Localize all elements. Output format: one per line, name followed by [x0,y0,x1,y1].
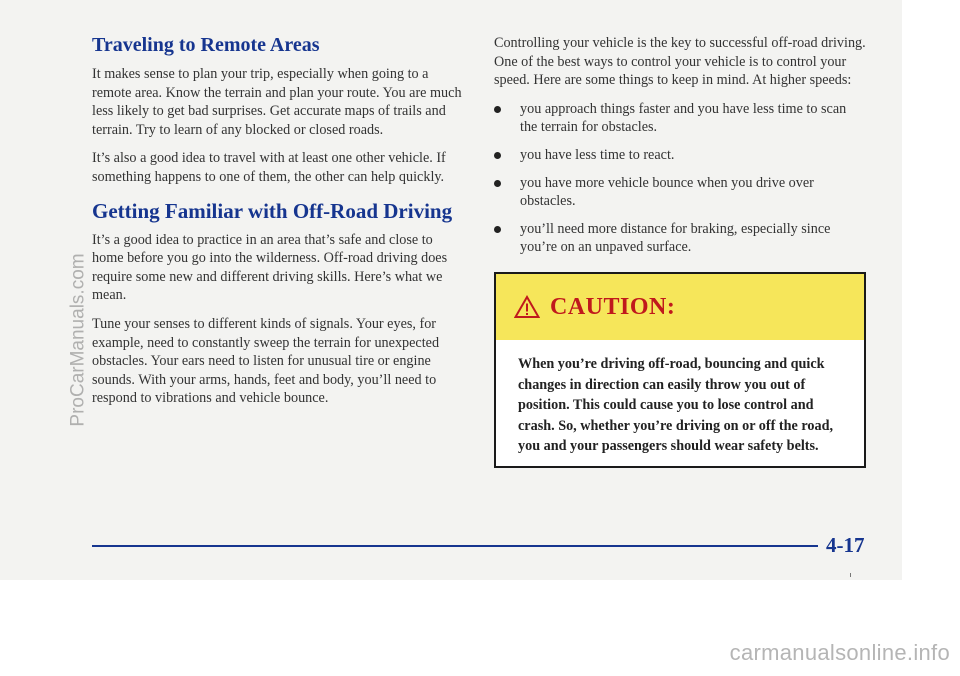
paragraph-controlling-vehicle: Controlling your vehicle is the key to successful off-road driving. One of the best ways to control your vehicle is to control your speed. Here are some things to keep in mind. At higher speeds: [494,35,866,89]
paragraph-practice: It’s a good idea to practice in an area that’s safe and close to home before you go into the wilderness. Off-road driving does require some new and different driving skills. Here’s what we mean. [92,231,448,304]
speed-bullet-list [494,100,866,257]
page-number: 4-17 [826,533,865,557]
warning-triangle-icon [514,295,540,319]
list-item: you have less time to react. [494,146,866,165]
scan-speck [850,573,851,577]
caution-text: When you’re driving off-road, bouncing and quick changes in direction can easily throw you out of position. This could cause you to lose control and crash. So, whether you’re driving on or off the road, you and your passengers should wear safety belts. [518,356,834,455]
footer-rule [92,545,818,547]
side-watermark: ProCarManuals.com [68,253,90,427]
bullet-icon [494,226,501,233]
site-watermark: carmanualsonline.info [729,640,950,665]
paragraph-plan-trip: It makes sense to plan your trip, especially when going to a remote area. Know the terrain and plan your route. You are much less likely to get bad surprises. Get accurate maps of trails and terrain. Try to learn of any blocked or closed roads. [92,66,462,138]
list-item: you’ll need more distance for braking, especially since you’re on an unpaved surface. [494,220,866,257]
left-column [92,34,462,418]
caution-title: CAUTION: [550,293,676,320]
paragraph-tune-senses: Tune your senses to different kinds of signals. Your eyes, for example, need to constantly sweep the terrain for unexpected obstacles. Your ears need to listen for unusual tire or engine sounds. With your arms, hands, feet and body, you’ll need to respond to vibrations and vehicle bounce. [92,316,440,407]
list-item: you approach things faster and you have less time to scan the terrain for obstacles. [494,100,866,137]
heading-getting-familiar: Getting Familiar with Off-Road Driving [92,198,453,223]
right-column [494,34,866,266]
paragraph-travel-with-vehicle: It’s also a good idea to travel with at least one other vehicle. If something happens to one of them, the other can help quickly. [92,150,446,185]
caution-header [496,274,864,340]
bullet-icon [494,152,501,159]
bullet-icon [494,106,501,113]
caution-box [494,272,866,468]
bullet-icon [494,180,501,187]
list-item: you have more vehicle bounce when you drive over obstacles. [494,174,866,211]
heading-traveling-remote: Traveling to Remote Areas [92,34,320,56]
